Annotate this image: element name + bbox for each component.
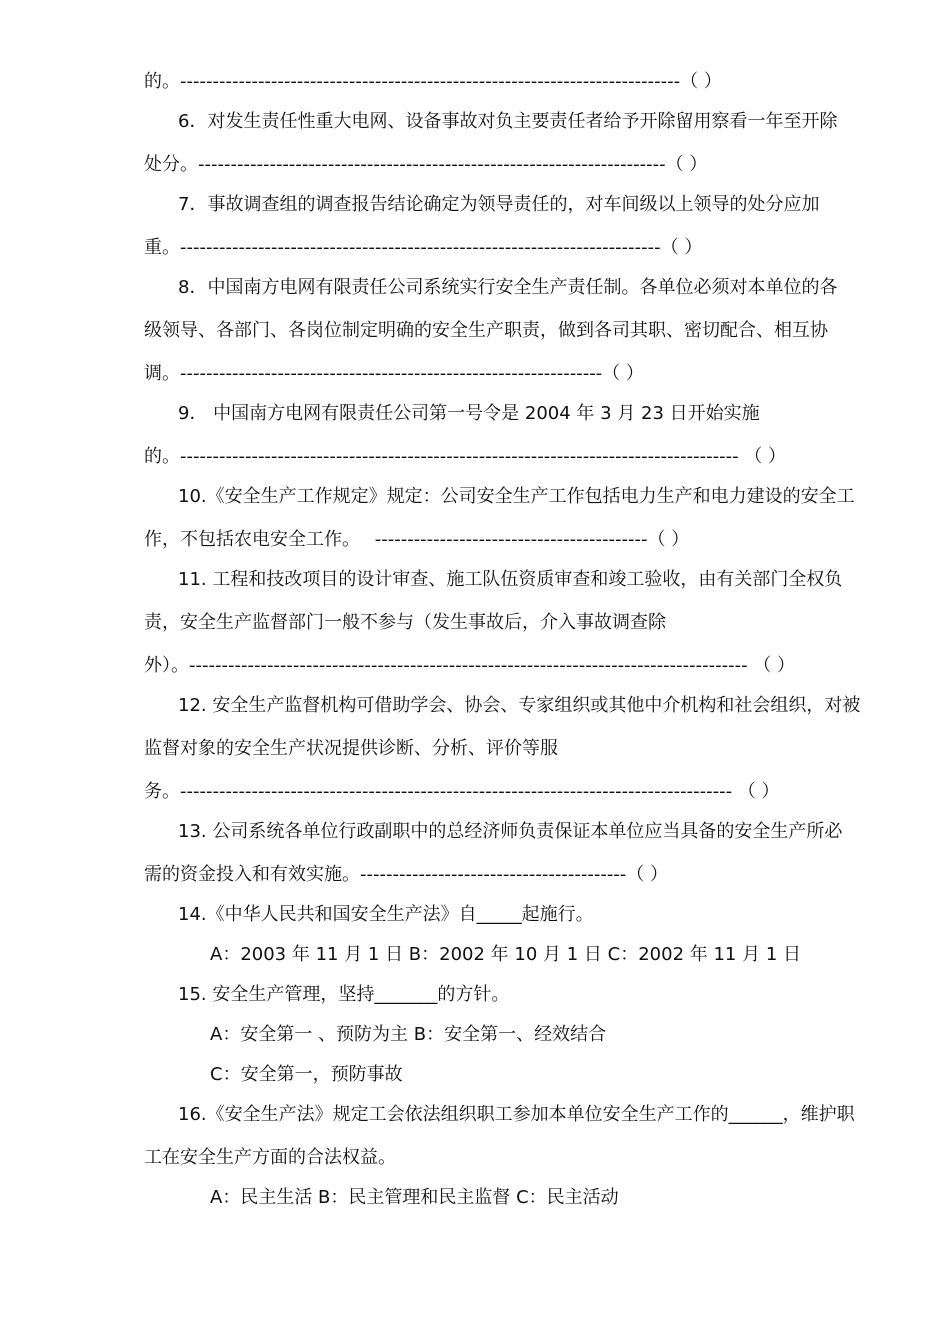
- q14-question: 14.《中华人民共和国安全生产法》自_____起施行。: [178, 904, 594, 925]
- q8-line-3: 调。-----------------------------------------------------------------（ ）: [144, 363, 644, 384]
- q14-options: A：2003 年 11 月 1 日 B：2002 年 10 月 1 日 C：2002 年 11 月 1 日: [210, 944, 801, 965]
- q5-continuation-line: 的。-----------------------------------------------------------------------------（ ）: [144, 71, 722, 92]
- q12-line-1: 12. 安全生产监督机构可借助学会、协会、专家组织或其他中介机构和社会组织，对被: [178, 695, 861, 716]
- q6-line-2: 处分。------------------------------------------------------------------------（ ）: [144, 154, 708, 175]
- q11-line-2: 责，安全生产监督部门一般不参与（发生事故后，介入事故调查除: [144, 612, 666, 633]
- q8-line-1: 8．中国南方电网有限责任公司系统实行安全生产责任制。各单位必须对本单位的各: [178, 277, 838, 298]
- q12-line-3: 务。------------------------------------------------------------------------------------- （ ）: [144, 781, 780, 802]
- q9-line-2: 的。-------------------------------------------------------------------------------------- （ ）: [144, 446, 787, 467]
- q6-line-1: 6．对发生责任性重大电网、设备事故对负主要责任者给予开除留用察看一年至开除: [178, 111, 838, 132]
- q9-line-1: 9． 中国南方电网有限责任公司第一号令是 2004 年 3 月 23 日开始实施: [178, 403, 760, 424]
- q8-line-2: 级领导、各部门、各岗位制定明确的安全生产职责，做到各司其职、密切配合、相互协: [144, 320, 828, 341]
- q7-line-1: 7．事故调查组的调查报告结论确定为领导责任的，对车间级以上领导的处分应加: [178, 194, 820, 215]
- q15-options-row-2: C：安全第一，预防事故: [210, 1064, 403, 1085]
- q15-options-row-1: A：安全第一 、预防为主 B：安全第一、经效结合: [210, 1024, 607, 1045]
- q10-line-1: 10.《安全生产工作规定》规定：公司安全生产工作包括电力生产和电力建设的安全工: [178, 486, 855, 507]
- q11-line-1: 11. 工程和技改项目的设计审查、施工队伍资质审查和竣工验收，由有关部门全权负: [178, 569, 843, 590]
- q12-line-2: 监督对象的安全生产状况提供诊断、分析、评价等服: [144, 738, 558, 759]
- q10-line-2: 作，不包括农电安全工作。 ------------------------------------------（ ）: [144, 529, 690, 550]
- q13-line-2: 需的资金投入和有效实施。-----------------------------------------（ ）: [144, 864, 669, 885]
- q13-line-1: 13. 公司系统各单位行政副职中的总经济师负责保证本单位应当具备的安全生产所必: [178, 821, 843, 842]
- q16-line-1: 16.《安全生产法》规定工会依法组织职工参加本单位安全生产工作的______，维护职: [178, 1104, 855, 1125]
- q16-options: A：民主生活 B：民主管理和民主监督 C：民主活动: [210, 1187, 619, 1208]
- q16-line-2: 工在安全生产方面的合法权益。: [144, 1147, 396, 1168]
- q15-question: 15. 安全生产管理，坚持_______的方针。: [178, 984, 510, 1005]
- q11-line-3: 外）。-------------------------------------------------------------------------------------- （ ）: [144, 655, 796, 676]
- q7-line-2: 重。--------------------------------------------------------------------------（ ）: [144, 237, 703, 258]
